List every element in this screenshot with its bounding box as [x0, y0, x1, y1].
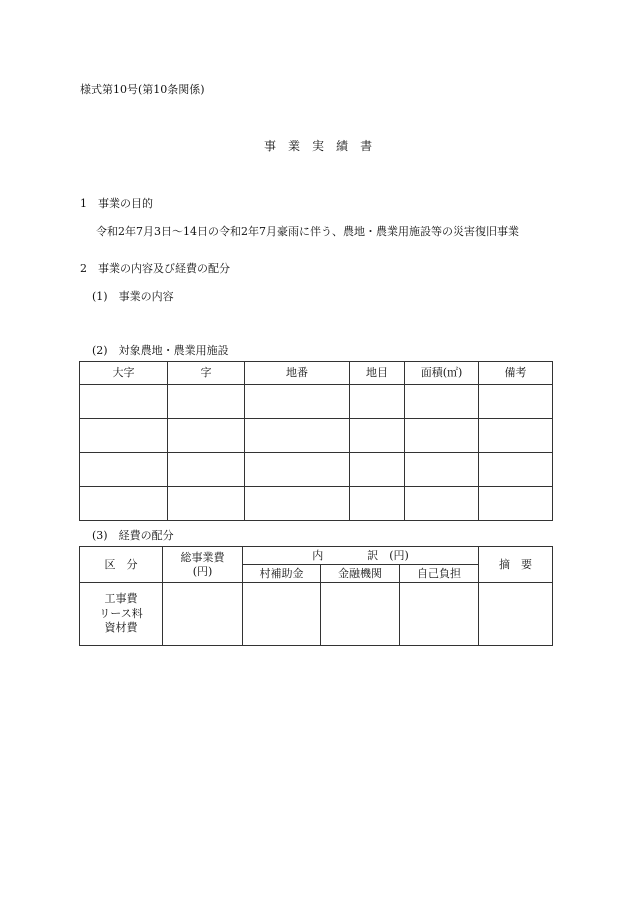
table-cell[interactable]	[80, 419, 168, 453]
table-cell[interactable]	[479, 453, 553, 487]
kubun-header: 区 分	[80, 547, 163, 583]
table-cell[interactable]	[479, 583, 553, 646]
subsection-content-heading: (1) 事業の内容	[92, 290, 174, 303]
table-cell[interactable]	[80, 385, 168, 419]
table-row	[80, 487, 553, 521]
table-row	[80, 419, 553, 453]
table-cell[interactable]	[405, 453, 479, 487]
remarks-header: 摘 要	[479, 547, 553, 583]
table-cell[interactable]	[245, 487, 350, 521]
table-cell[interactable]	[400, 583, 479, 646]
title-char: 績	[336, 139, 349, 153]
table-cell[interactable]	[479, 385, 553, 419]
table-cell[interactable]	[350, 487, 405, 521]
total-cost-header	[163, 547, 243, 583]
table-cell[interactable]	[243, 583, 321, 646]
table-cell[interactable]	[479, 419, 553, 453]
title-char: 書	[360, 139, 373, 153]
section2-heading: 2 事業の内容及び経費の配分	[80, 262, 230, 275]
column-header: 大字	[80, 362, 168, 385]
column-header: 金融機関	[321, 565, 400, 583]
title-char: 実	[312, 139, 325, 153]
table-cell[interactable]	[479, 487, 553, 521]
table-cell[interactable]	[405, 487, 479, 521]
table-cell[interactable]	[245, 385, 350, 419]
expense-items-cell	[80, 583, 163, 646]
table-cell[interactable]	[168, 419, 245, 453]
column-header: 地番	[245, 362, 350, 385]
table-cell[interactable]	[163, 583, 243, 646]
expense-allocation-table	[79, 546, 553, 646]
column-header: 面積(㎡)	[405, 362, 479, 385]
column-header: 地目	[350, 362, 405, 385]
document-title	[258, 137, 378, 154]
table-cell[interactable]	[245, 419, 350, 453]
table-cell[interactable]	[168, 487, 245, 521]
table-cell[interactable]	[80, 487, 168, 521]
table-cell[interactable]	[168, 453, 245, 487]
column-header: 村補助金	[243, 565, 321, 583]
title-char: 業	[288, 139, 301, 153]
column-header: 字	[168, 362, 245, 385]
table-cell[interactable]	[350, 453, 405, 487]
section1-heading: 1 事業の目的	[80, 197, 153, 210]
column-header: 自己負担	[400, 565, 479, 583]
expense-item: 工事費	[104, 591, 138, 605]
subsection-target-facilities-heading: (2) 対象農地・農業用施設	[92, 344, 229, 357]
total-cost-unit: (円)	[192, 564, 213, 578]
table-cell[interactable]	[405, 419, 479, 453]
table-cell[interactable]	[321, 583, 400, 646]
subsection-expense-heading: (3) 経費の配分	[92, 529, 174, 542]
expense-item: 資材費	[104, 621, 138, 635]
breakdown-header: 内 訳 (円)	[243, 547, 479, 565]
title-char: 事	[264, 139, 277, 153]
table-cell[interactable]	[350, 385, 405, 419]
target-facilities-table	[79, 361, 553, 521]
table-cell[interactable]	[80, 453, 168, 487]
expense-item: リース料	[99, 606, 143, 620]
table-header-row	[80, 547, 553, 565]
total-cost-label: 総事業費	[180, 550, 225, 564]
table-row	[80, 385, 553, 419]
table-header-row	[80, 362, 553, 385]
table-cell[interactable]	[245, 453, 350, 487]
form-number: 様式第10号(第10条関係)	[80, 83, 205, 96]
column-header: 備考	[479, 362, 553, 385]
section1-body: 令和2年7月3日～14日の令和2年7月豪雨に伴う、農地・農業用施設等の災害復旧事業	[96, 225, 519, 238]
table-cell[interactable]	[350, 419, 405, 453]
table-cell[interactable]	[168, 385, 245, 419]
table-cell[interactable]	[405, 385, 479, 419]
table-row	[80, 453, 553, 487]
table-row	[80, 583, 553, 646]
